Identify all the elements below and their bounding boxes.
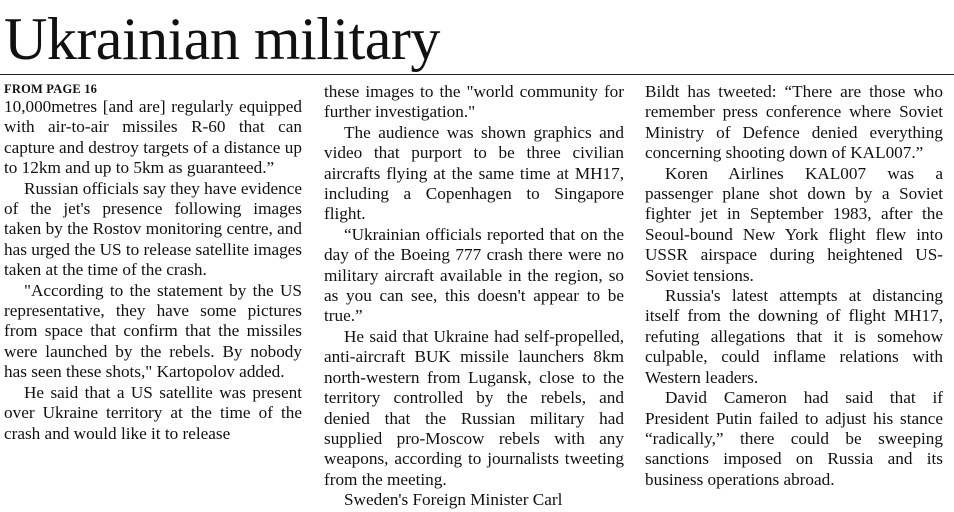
paragraph: David Cameron had said that if President Putin failed to adjust his stance “radically,” there could be sweeping sanctions imposed on Russia and its business operations abroad. [645,388,943,489]
paragraph: "According to the statement by the US representative, they have some pictures from space that confirm that the missiles were launched by the rebels. By nobody has seen these shots," Kartopolov added. [4,280,302,382]
article-column-2 [324,82,624,512]
paragraph: 10,000metres [and are] regularly equipped with air-to-air missiles R-60 that can capture and destroy targets of a distance up to 12km and up to 5km as guaranteed.” [4,97,302,178]
paragraph: Bildt has tweeted: “There are those who remember press conference where Soviet Ministry of Defence denied everything concerning shooting down of KAL007.” [645,82,943,163]
paragraph: these images to the "world community for further investigation." [324,82,624,122]
headline-rule [0,74,954,75]
paragraph: Koren Airlines KAL007 was a passenger plane shot down by a Soviet fighter jet in September 1983, after the Seoul-bound New York flight flew into USSR airspace during heightened US-Soviet tensions. [645,163,943,285]
paragraph: He said that a US satellite was present over Ukraine territory at the time of the crash and would like it to release [4,382,302,443]
headline: Ukrainian military [4,6,440,72]
paragraph: Sweden's Foreign Minister Carl [344,490,563,510]
continued-from-label: FROM PAGE 16 [4,82,98,96]
paragraph: He said that Ukraine had self-propelled, anti-aircraft BUK missile launchers 8km north-western from Lugansk, close to the territory controlled by the rebels, and denied that the Russian military had supplied pro-Moscow rebels with any weapons, according to journalists tweeting from the meeting. [324,326,624,489]
article-column-1 [4,81,302,511]
paragraph: Russian officials say they have evidence of the jet's presence following images taken by the Rostov monitoring centre, and has urged the US to release satellite images taken at the time of the crash. [4,178,302,280]
paragraph: “Ukrainian officials reported that on the day of the Boeing 777 crash there were no military aircraft available in the region, so as you can see, this doesn't appear to be true.” [324,224,624,326]
paragraph: Russia's latest attempts at distancing itself from the downing of flight MH17, refuting allegations that it is somehow culpable, could inflame relations with Western leaders. [645,286,943,387]
paragraph: The audience was shown graphics and video that purport to be three civilian aircrafts flying at the same time at MH17, including a Copenhagen to Singapore flight. [324,122,624,224]
article-column-3 [645,82,943,512]
